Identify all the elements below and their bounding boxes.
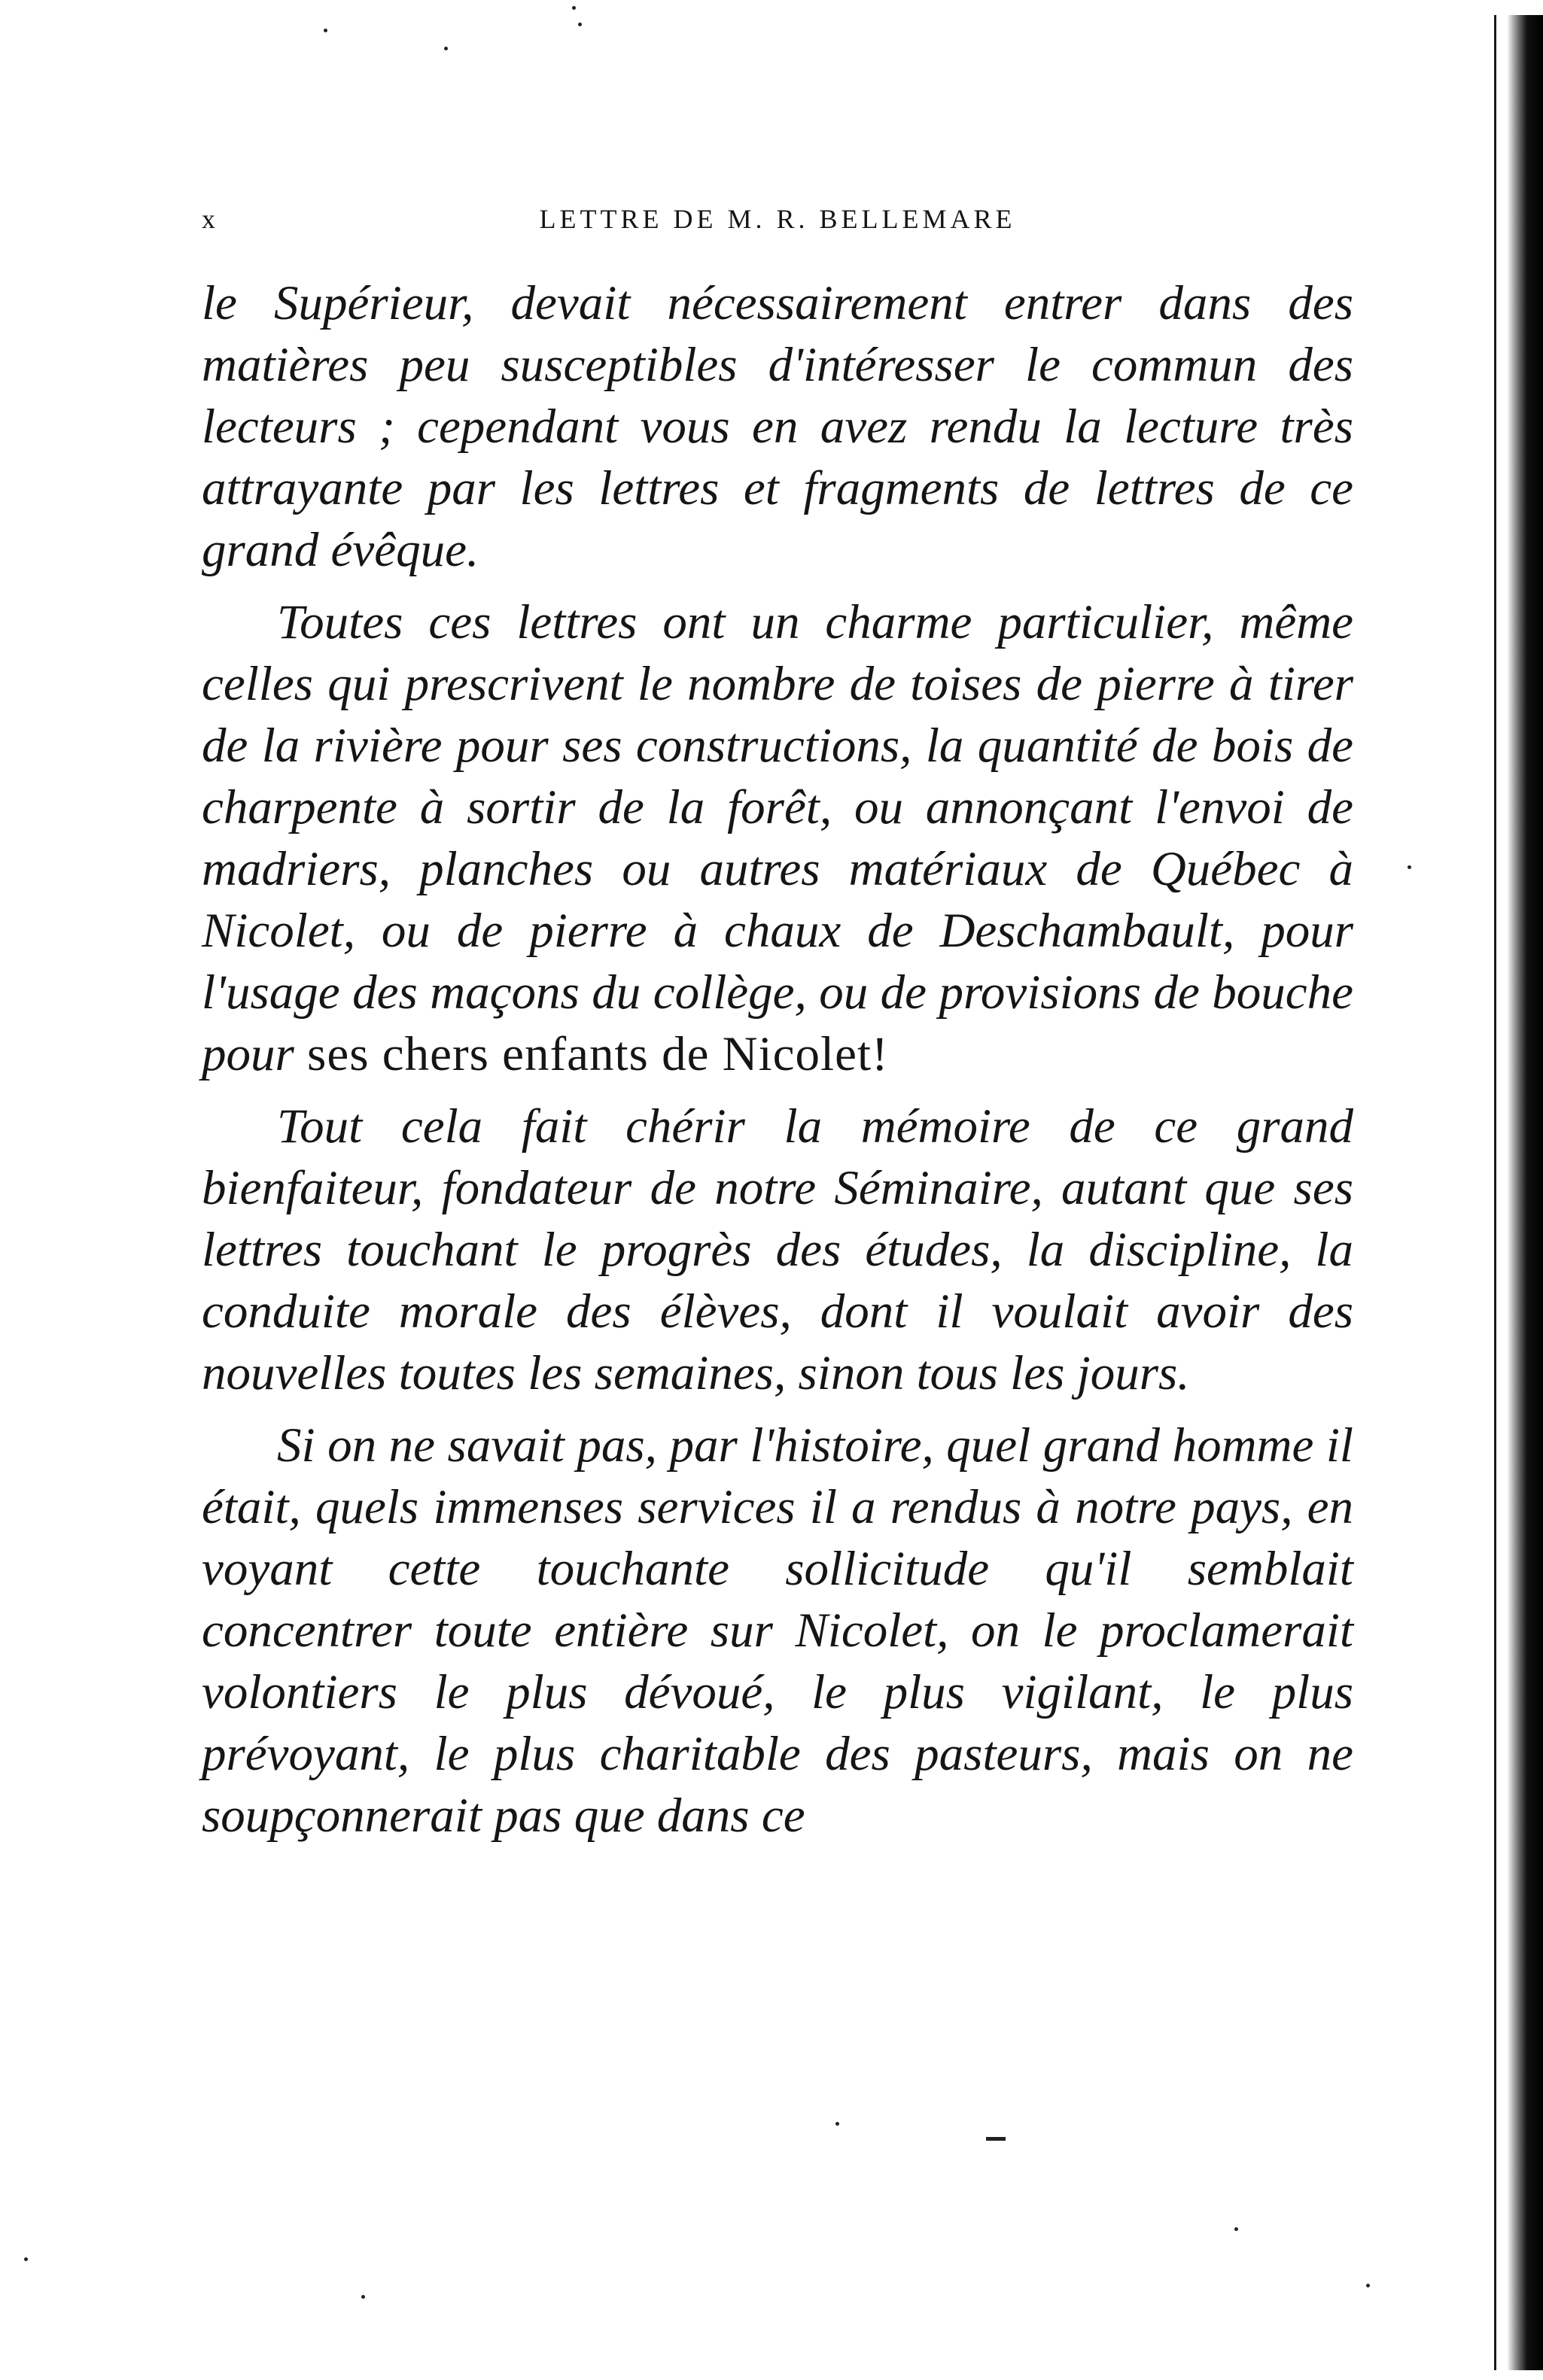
scan-speck	[1234, 2227, 1238, 2231]
paragraph-3: Tout cela fait chérir la mémoire de ce grand bienfaiteur, fondateur de notre Séminaire, autant que ses lettres touchant le progrès des études, la discipline, la conduite morale des élèves, dont il voulait avoir des nouvelles toutes les semaines, sinon tous les jours.	[202, 1099, 1353, 1400]
paragraph-2-italic: Toutes ces lettres ont un charme particulier, même celles qui prescrivent le nombre de toises de pierre à tirer de la rivière pour ses constructions, la quantité de bois de charpente à sortir de la forêt, ou annonçant l'envoi de madriers, planches ou autres matériaux de Québec à Nicolet, ou de pierre à chaux de Deschambault, pour l'usage des maçons du collège, ou de provisions de bouche pour	[202, 595, 1353, 1081]
scan-speck	[572, 6, 576, 10]
paragraph-4: Si on ne savait pas, par l'histoire, quel grand homme il était, quels immenses services il a rendus à notre pays, en voyant cette touchante sollicitude qu'il semblait concentrer toute entière sur Nicolet, on le proclamerait volontiers le plus dévoué, le plus vigilant, le plus prévoyant, le plus charitable des pasteurs, mais on ne soupçonnerait pas que dans ce	[202, 1418, 1353, 1843]
paragraph-2	[202, 591, 1353, 1085]
scan-speck	[835, 2122, 839, 2126]
scan-speck	[324, 29, 327, 32]
scan-speck	[1366, 2284, 1370, 2287]
page-header	[202, 197, 1353, 242]
binding-line	[1494, 15, 1496, 2370]
binding-shadow	[1507, 15, 1543, 2370]
scan-speck	[986, 2137, 1006, 2141]
paragraph-1: le Supérieur, devait nécessairement entrer dans des matières peu susceptibles d'intéresser le commun des lecteurs ; cependant vous en avez rendu la lecture très attrayante par les lettres et fragments de lettres de ce grand évêque.	[202, 276, 1353, 577]
running-title: LETTRE DE M. R. BELLEMARE	[539, 204, 1016, 234]
scan-speck	[24, 2257, 28, 2261]
scan-speck	[1408, 865, 1411, 869]
body-text	[202, 272, 1353, 1847]
scan-speck	[578, 23, 582, 26]
page-number: x	[202, 204, 218, 234]
scan-speck	[361, 2295, 365, 2299]
paragraph-2-roman-tail: ses chers enfants de Nicolet!	[294, 1027, 889, 1081]
scan-speck	[444, 47, 448, 50]
